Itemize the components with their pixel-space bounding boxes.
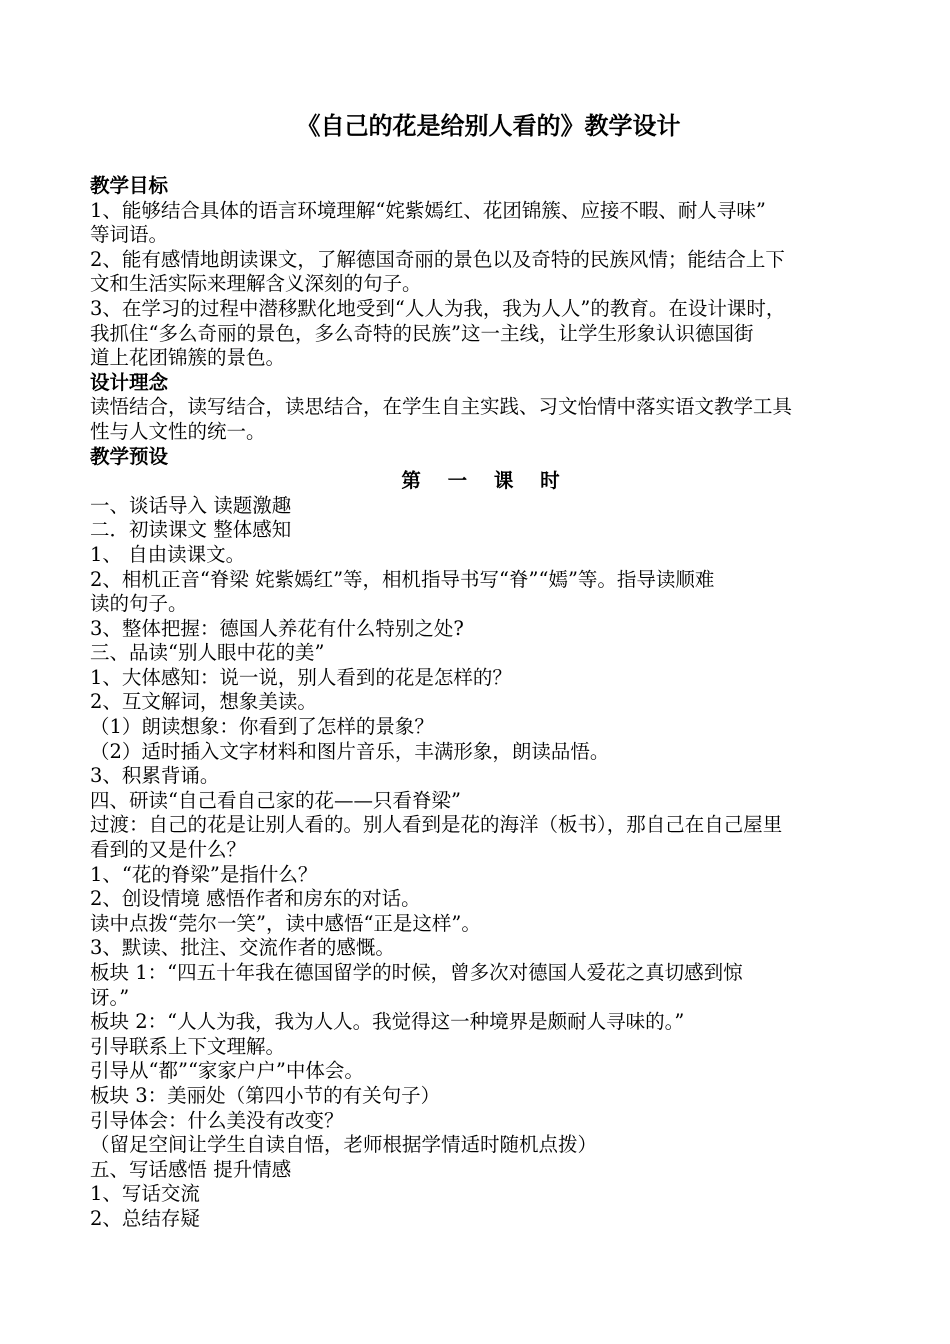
text-line: 讶。” xyxy=(90,985,130,1009)
text-line: 1、大体感知：说一说，别人看到的花是怎样的？ xyxy=(90,665,512,689)
text-line: 2、相机正音“脊梁 姹紫嫣红”等，相机指导书写“脊”“嫣”等。指导读顺难 xyxy=(90,567,715,591)
text-line: 看到的又是什么？ xyxy=(90,838,247,862)
document-page xyxy=(90,108,865,1232)
text-line: 四、研读“自己看自己家的花——只看脊梁” xyxy=(90,788,461,812)
text-line: 一、谈话导入 读题激趣 xyxy=(90,493,292,517)
text-line: 2、总结存疑 xyxy=(90,1206,200,1230)
section-heading: 教学预设 xyxy=(90,444,169,468)
text-line: 读中点拨“莞尔一笑”，读中感悟“正是这样”。 xyxy=(90,911,481,935)
text-line: （2）适时插入文字材料和图片音乐，丰满形象，朗读品悟。 xyxy=(90,739,610,763)
text-line: （1）朗读想象：你看到了怎样的景象？ xyxy=(90,715,434,739)
text-line: 读悟结合，读写结合，读思结合，在学生自主实践、习文怡情中落实语文教学工具 xyxy=(90,395,793,419)
text-line: 2、创设情境 感悟作者和房东的对话。 xyxy=(90,887,421,911)
text-line: 1、 自由读课文。 xyxy=(90,542,246,566)
text-line: 3、默读、批注、交流作者的感慨。 xyxy=(90,936,395,960)
lesson-heading: 第 一 课 时 xyxy=(401,469,570,493)
text-line: 3、积累背诵。 xyxy=(90,764,220,788)
text-line: 引导联系上下文理解。 xyxy=(90,1034,286,1058)
document-body xyxy=(90,174,865,1232)
text-line: 板块 1：“四五十年我在德国留学的时候，曾多次对德国人爱花之真切感到惊 xyxy=(90,961,743,984)
text-line: 2、能有感情地朗读课文，了解德国奇丽的景色以及奇特的民族风情；能结合上下 xyxy=(90,247,785,271)
text-line: 1、“花的脊梁”是指什么？ xyxy=(90,862,318,886)
text-line: 二．初读课文 整体感知 xyxy=(90,518,292,542)
text-line: 3、在学习的过程中潜移默化地受到“人人为我，我为人人”的教育。在设计课时， xyxy=(90,296,786,320)
text-line: 引导从“都”“家家户户”中体会。 xyxy=(90,1059,364,1083)
document-title: 《自己的花是给别人看的》教学设计 xyxy=(296,111,681,140)
text-line: 三、品读“别人眼中花的美” xyxy=(90,641,325,665)
text-line: 1、能够结合具体的语言环境理解“姹紫嫣红、花团锦簇、应接不暇、耐人寻味” xyxy=(90,198,766,222)
text-line: 2、互文解词，想象美读。 xyxy=(90,690,317,714)
text-line: 性与人文性的统一。 xyxy=(90,419,266,443)
text-line: 板块 3：美丽处（第四小节的有关句子） xyxy=(90,1083,441,1107)
text-line: 我抓住“多么奇丽的景色，多么奇特的民族”这一主线，让学生形象认识德国街 xyxy=(90,321,754,345)
text-line: 过渡：自己的花是让别人看的。别人看到是花的海洋（板书），那自己在自己屋里 xyxy=(90,813,783,837)
text-line: 道上花团锦簇的景色。 xyxy=(90,346,286,370)
text-line: 板块 2：“人人为我，我为人人。我觉得这一种境界是颇耐人寻味的。” xyxy=(90,1010,685,1034)
text-line: 文和生活实际来理解含义深刻的句子。 xyxy=(90,272,422,296)
text-line: 3、整体把握：德国人养花有什么特别之处? xyxy=(90,616,464,640)
section-heading: 教学目标 xyxy=(90,174,169,197)
text-line: 引导体会：什么美没有改变？ xyxy=(90,1108,344,1132)
text-line: （留足空间让学生自读自悟，老师根据学情适时随机点拨） xyxy=(90,1133,598,1157)
section-heading: 设计理念 xyxy=(90,370,169,394)
text-line: 读的句子。 xyxy=(90,592,188,616)
text-line: 五、写话感悟 提升情感 xyxy=(90,1157,292,1181)
text-line: 1、写话交流 xyxy=(90,1182,200,1206)
text-line: 等词语。 xyxy=(90,223,169,247)
